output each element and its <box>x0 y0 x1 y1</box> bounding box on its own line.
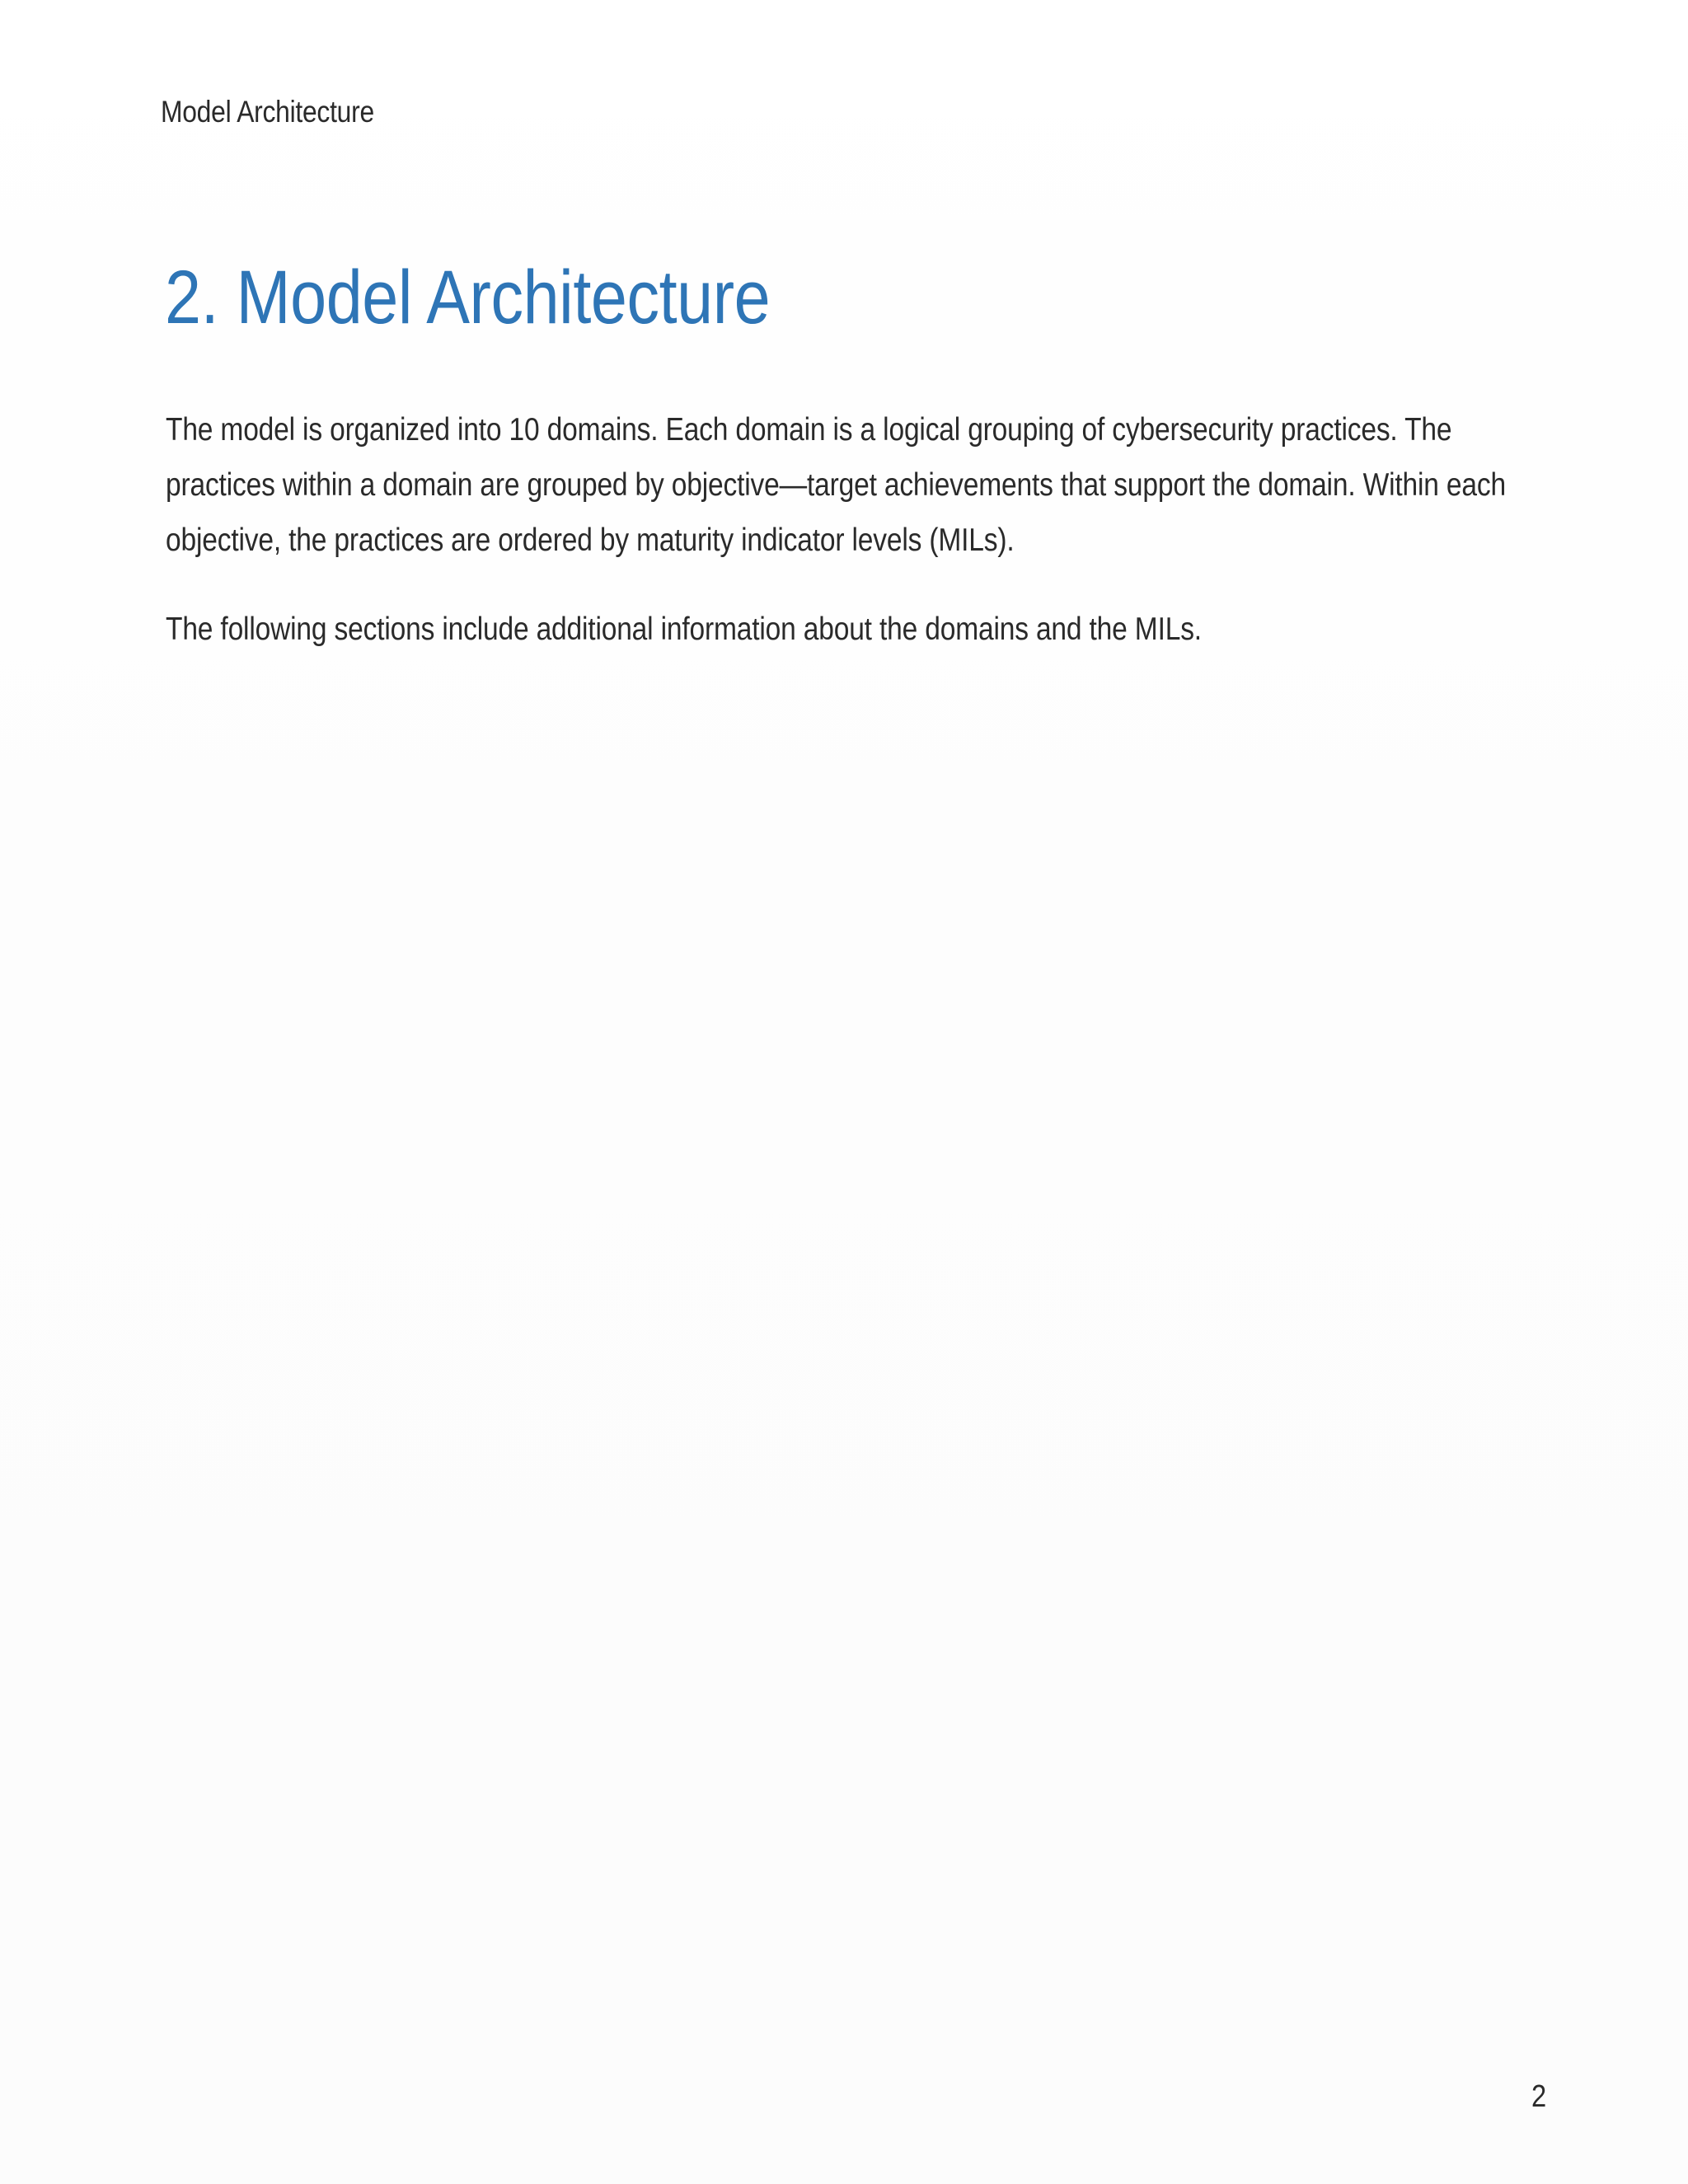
running-header: Model Architecture <box>161 95 374 129</box>
body-paragraph: The model is organized into 10 domains. Each domain is a logical grouping of cybersecurity practices. The practices within a domain are grouped by objective—target achievements that support the domain. Within each objective, the practices are ordered by maturity indicator levels (MILs). <box>166 412 1506 558</box>
body-paragraph: The following sections include additional information about the domains and the MILs. <box>166 612 1202 647</box>
section-title: 2. Model Architecture <box>165 255 771 340</box>
page-number: 2 <box>1531 2079 1547 2114</box>
